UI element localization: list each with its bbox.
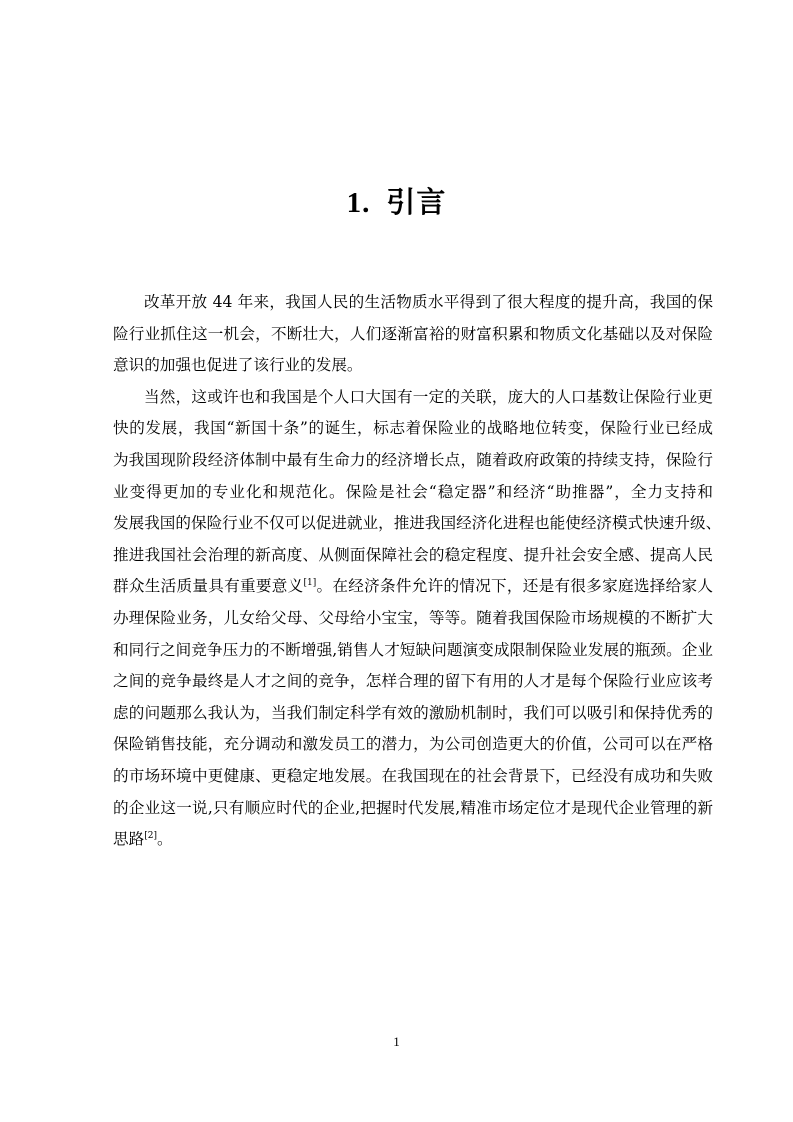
citation-1: [1] [303,578,317,589]
paragraph-line: 办理保险业务，儿女给父母、父母给小宝宝，等等。随着我国保险市场规模的不断扩大 [113,608,713,627]
paragraph-line-with-citation [113,571,713,603]
paragraph-line: 险行业抓住这一机会，不断壮大，人们逐渐富裕的财富积累和物质文化基础以及对保险 [113,324,713,343]
paragraph-line: 的市场环境中更健康、更稳定地发展。在我国现在的社会背景下，已经没有成功和失败 [113,766,713,785]
text-segment: 思路 [113,830,145,849]
paragraph-2 [113,382,722,856]
paragraph-line: 推进我国社会治理的新高度、从侧面保障社会的稳定程度、提升社会安全感、提高人民 [113,545,713,564]
section-number: 1. [346,187,371,219]
section-heading [0,178,793,227]
paragraph-line: 意识的加强也促进了该行业的发展。 [113,356,363,375]
text-segment: 群众生活质量具有重要意义 [113,577,304,596]
paragraph-1 [113,287,713,382]
paragraph-line: 保险销售技能，充分调动和激发员工的潜力，为公司创造更大的价值，公司可以在严格 [113,735,713,754]
paragraph-line: 当然，这或许也和我国是个人口大国有一定的关联，庞大的人口基数让保险行业更 [144,387,713,406]
paragraph-line-with-citation [113,824,713,856]
body-text [113,287,722,856]
paragraph-line: 的企业这一说,只有顺应时代的企业,把握时代发展,精准市场定位才是现代企业管理的新 [113,798,713,817]
paragraph-line: 改革开放 44 年来，我国人民的生活物质水平得到了很大程度的提升高，我国的保 [144,293,713,311]
paragraph-line: 为我国现阶段经济体制中最有生命力的经济增长点，随着政府政策的持续支持，保险行 [113,450,713,469]
page-number: 1 [393,1034,400,1049]
paragraph-line: 业变得更加的专业化和规范化。保险是社会“稳定器”和经济“助推器”，全力支持和 [113,482,713,501]
section-title: 引言 [386,185,447,219]
text-segment: 。在经济条件允许的情况下，还是有很多家庭选择给家人 [316,577,713,596]
citation-2: [2] [144,831,157,842]
paragraph-line: 发展我国的保险行业不仅可以促进就业，推进我国经济化进程也能使经济模式快速升级、 [113,514,722,533]
paragraph-line: 和同行之间竞争压力的不断增强,销售人才短缺问题演变成限制保险业发展的瓶颈。企业 [113,640,713,659]
paragraph-line: 快的发展，我国“新国十条”的诞生，标志着保险业的战略地位转变，保险行业已经成 [113,419,713,438]
paragraph-line: 之间的竞争最终是人才之间的竞争，怎样合理的留下有用的人才是每个保险行业应该考 [113,672,713,691]
paragraph-line: 虑的问题那么我认为，当我们制定科学有效的激励机制时，我们可以吸引和保持优秀的 [113,703,713,722]
text-segment: 。 [156,830,173,849]
